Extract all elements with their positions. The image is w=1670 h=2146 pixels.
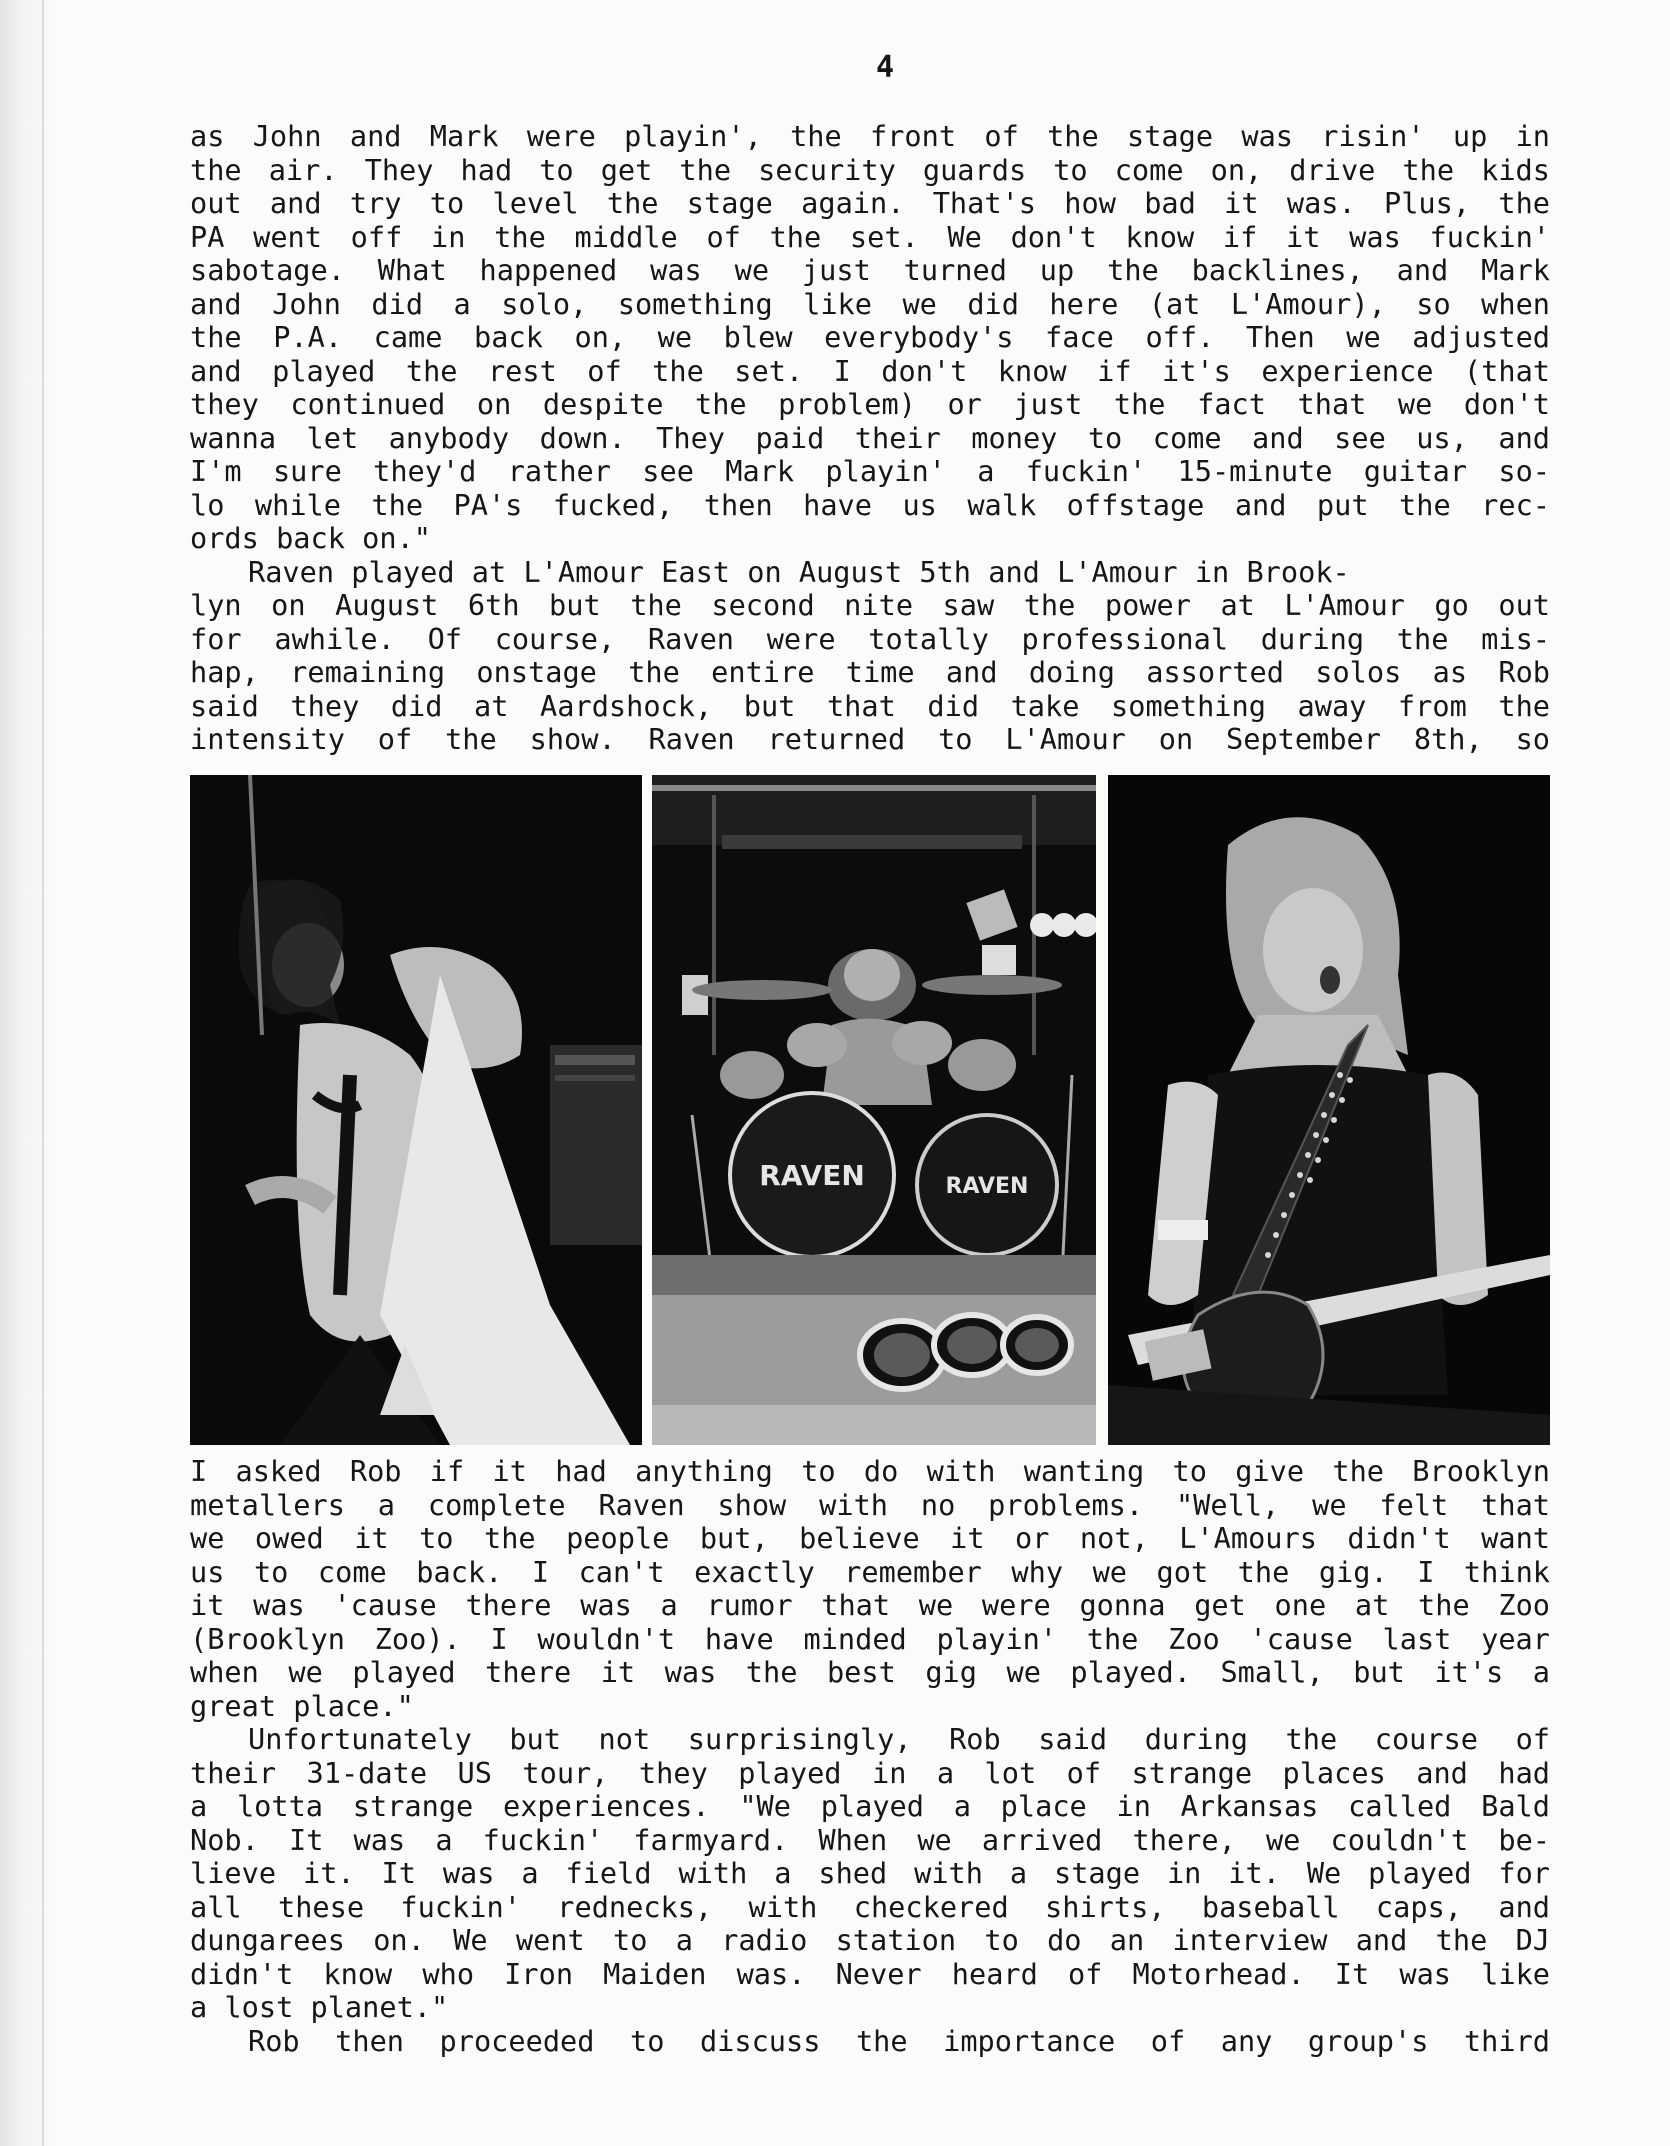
text-line: and John did a solo, something like we did here (at L'Amour), so when	[190, 286, 1550, 321]
text-line: intensity of the show. Raven returned to L'Amour on September 8th, so	[190, 722, 1550, 756]
bassist-photo-image	[190, 775, 642, 1445]
text-line: I asked Rob if it had anything to do with wanting to give the Brooklyn	[190, 1454, 1550, 1488]
drummer-photo-image	[652, 775, 1096, 1445]
guitarist-photo-image	[1108, 775, 1550, 1445]
text-line: it was 'cause there was a rumor that we were gonna get one at the Zoo	[190, 1588, 1550, 1622]
drum-logo-side: RAVEN	[945, 1174, 1029, 1199]
text-line: for awhile. Of course, Raven were totally professional during the mis-	[190, 621, 1550, 656]
paper-left-edge	[0, 0, 60, 2146]
text-line: the air. They had to get the security guards to come on, drive the kids	[190, 152, 1550, 187]
text-line: as John and Mark were playin', the front of the stage was risin' up in	[190, 119, 1550, 153]
text-line: their 31-date US tour, they played in a lot of strange places and had	[190, 1755, 1550, 1790]
photo-drummer	[652, 775, 1096, 1445]
page-number: 4	[876, 50, 895, 85]
text-line: hap, remaining onstage the entire time and doing assorted solos as Rob	[190, 655, 1550, 689]
article-text-bottom	[190, 1455, 1550, 2058]
text-line: wanna let anybody down. They paid their money to come and see us, and	[190, 420, 1550, 455]
text-line: lo while the PA's fucked, then have us walk offstage and put the rec-	[190, 487, 1550, 522]
text-line: said they did at Aardshock, but that did take something away from the	[190, 688, 1550, 723]
text-line: Rob then proceeded to discuss the importance of any group's third	[248, 2023, 1550, 2058]
text-line: Nob. It was a fuckin' farmyard. When we arrived there, we couldn't be-	[190, 1822, 1550, 1857]
text-line: (Brooklyn Zoo). I wouldn't have minded playin' the Zoo 'cause last year	[190, 1621, 1550, 1656]
text-line: lieve it. It was a field with a shed with a stage in it. We played for	[190, 1856, 1550, 1890]
text-line: ords back on."	[190, 521, 432, 555]
text-line: metallers a complete Raven show with no problems. "Well, we felt that	[190, 1487, 1550, 1522]
drum-logo-main: RAVEN	[759, 1159, 865, 1192]
text-line: lyn on August 6th but the second nite saw the power at L'Amour go out	[190, 588, 1550, 622]
text-line: Unfortunately but not surprisingly, Rob said during the course of	[248, 1722, 1550, 1756]
text-line: I'm sure they'd rather see Mark playin' a fuckin' 15-minute guitar so-	[190, 454, 1550, 488]
text-line: the P.A. came back on, we blew everybody's face off. Then we adjusted	[190, 320, 1550, 354]
text-line: PA went off in the middle of the set. We don't know if it was fuckin'	[190, 219, 1550, 254]
photo-guitarist	[1108, 775, 1550, 1445]
photo-strip	[190, 775, 1550, 1445]
text-line: we owed it to the people but, believe it or not, L'Amours didn't want	[190, 1521, 1550, 1555]
text-line: when we played there it was the best gig we played. Small, but it's a	[190, 1655, 1550, 1689]
photo-bassist	[190, 775, 642, 1445]
text-line: didn't know who Iron Maiden was. Never heard of Motorhead. It was like	[190, 1956, 1550, 1991]
text-line: sabotage. What happened was we just turned up the backlines, and Mark	[190, 253, 1550, 287]
text-line: out and try to level the stage again. That's how bad it was. Plus, the	[190, 186, 1550, 220]
text-line: they continued on despite the problem) or just the fact that we don't	[190, 387, 1550, 421]
text-line: great place."	[190, 1688, 414, 1723]
paper-fold-line	[42, 0, 44, 2146]
text-line: dungarees on. We went to a radio station to do an interview and the DJ	[190, 1923, 1550, 1957]
text-line: all these fuckin' rednecks, with checkered shirts, baseball caps, and	[190, 1889, 1550, 1924]
text-line: a lost planet."	[190, 1990, 449, 2024]
text-line: us to come back. I can't exactly remember why we got the gig. I think	[190, 1554, 1550, 1589]
text-line: Raven played at L'Amour East on August 5th and L'Amour in Brook-	[248, 554, 1350, 589]
article-text-top	[190, 120, 1550, 757]
text-line: and played the rest of the set. I don't know if it's experience (that	[190, 353, 1550, 388]
text-line: a lotta strange experiences. "We played a place in Arkansas called Bald	[190, 1789, 1550, 1823]
